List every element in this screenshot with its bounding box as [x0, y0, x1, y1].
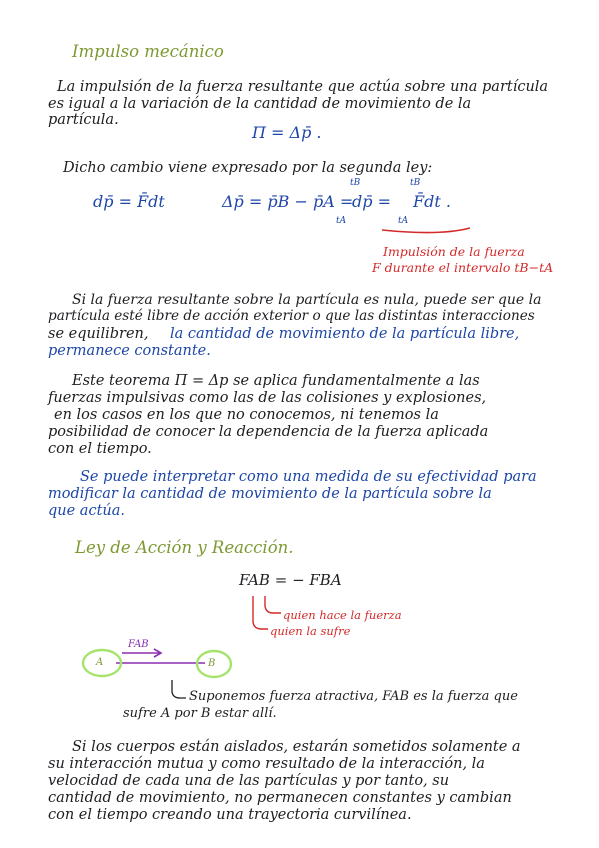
paragraph-line: se equilibren, — [48, 326, 149, 342]
paragraph-line: con el tiempo creando una trayectoria curvilínea. — [48, 807, 412, 823]
node-b-label: B — [208, 658, 216, 669]
integral-body: F̄dt . — [413, 192, 451, 211]
paragraph-highlight: que actúa. — [48, 503, 125, 519]
paragraph-line: fuerzas impulsivas como las de las colisiones y explosiones, — [48, 390, 487, 406]
paragraph-line: con el tiempo. — [48, 441, 152, 457]
paragraph-line: Dicho cambio viene expresado por la segunda ley: — [63, 160, 433, 176]
paragraph-line: en los casos en los que no conocemos, ni tenemos la — [54, 407, 439, 423]
paragraph-line: Este teorema Π = Δp se aplica fundamentalmente a las — [72, 373, 480, 389]
diagram-note: Suponemos fuerza atractiva, FAB es la fuerza que — [189, 689, 518, 704]
momentum-change-equation: Δp̄ = p̄B − p̄A = — [222, 192, 354, 211]
paragraph-line: es igual a la variación de la cantidad de movimiento de la — [48, 96, 472, 112]
paragraph-line: velocidad de cada una de las partículas y por tanto, su — [48, 773, 450, 789]
paragraph-line: cantidad de movimiento, no permanecen constantes y cambian — [48, 790, 512, 806]
impulse-equation: Π = Δp̄ . — [252, 123, 322, 142]
paragraph-line: partícula esté libre de acción exterior o que las distintas interacciones — [48, 308, 535, 324]
integral-body: dp̄ = — [352, 192, 391, 211]
paragraph-line: Si la fuerza resultante sobre la partícula es nula, puede ser que la — [72, 292, 542, 308]
action-reaction-equation: FAB = − FBA — [239, 571, 342, 589]
reaction-annotation: quien hace la fuerza — [283, 608, 402, 622]
integral-upper-limit: tB — [410, 178, 421, 188]
section-title-impulso: Impulso mecánico — [72, 42, 224, 61]
integral-upper-limit: tB — [350, 178, 361, 188]
diagram-note: sufre A por B estar allí. — [123, 706, 277, 721]
paragraph-line: posibilidad de conocer la dependencia de la fuerza aplicada — [48, 424, 489, 440]
impulse-annotation: Impulsión de la fuerza — [383, 244, 525, 259]
differential-equation: dp̄ = F̄dt — [93, 192, 165, 211]
node-a-label: A — [96, 657, 104, 668]
integral-lower-limit: tA — [398, 216, 409, 226]
paragraph-highlight: modificar la cantidad de movimiento de la partícula sobre la — [48, 486, 492, 502]
reaction-annotation: quien la sufre — [270, 624, 351, 638]
paragraph-line: partícula. — [48, 112, 119, 128]
section-title-accion-reaccion: Ley de Acción y Reacción. — [75, 538, 294, 557]
paragraph-highlight: Se puede interpretar como una medida de su efectividad para — [80, 469, 537, 485]
impulse-annotation: F durante el intervalo tB−tA — [372, 260, 554, 275]
paragraph-highlight: la cantidad de movimiento de la partícula libre, — [170, 326, 520, 342]
integral-lower-limit: tA — [336, 216, 347, 226]
paragraph-line: su interacción mutua y como resultado de la interacción, la — [48, 756, 485, 772]
paragraph-line: Si los cuerpos están aislados, estarán sometidos solamente a — [72, 739, 521, 755]
paragraph-line: La impulsión de la fuerza resultante que actúa sobre una partícula — [57, 79, 549, 95]
force-label: FAB — [128, 639, 149, 650]
paragraph-highlight: permanece constante. — [48, 343, 211, 359]
